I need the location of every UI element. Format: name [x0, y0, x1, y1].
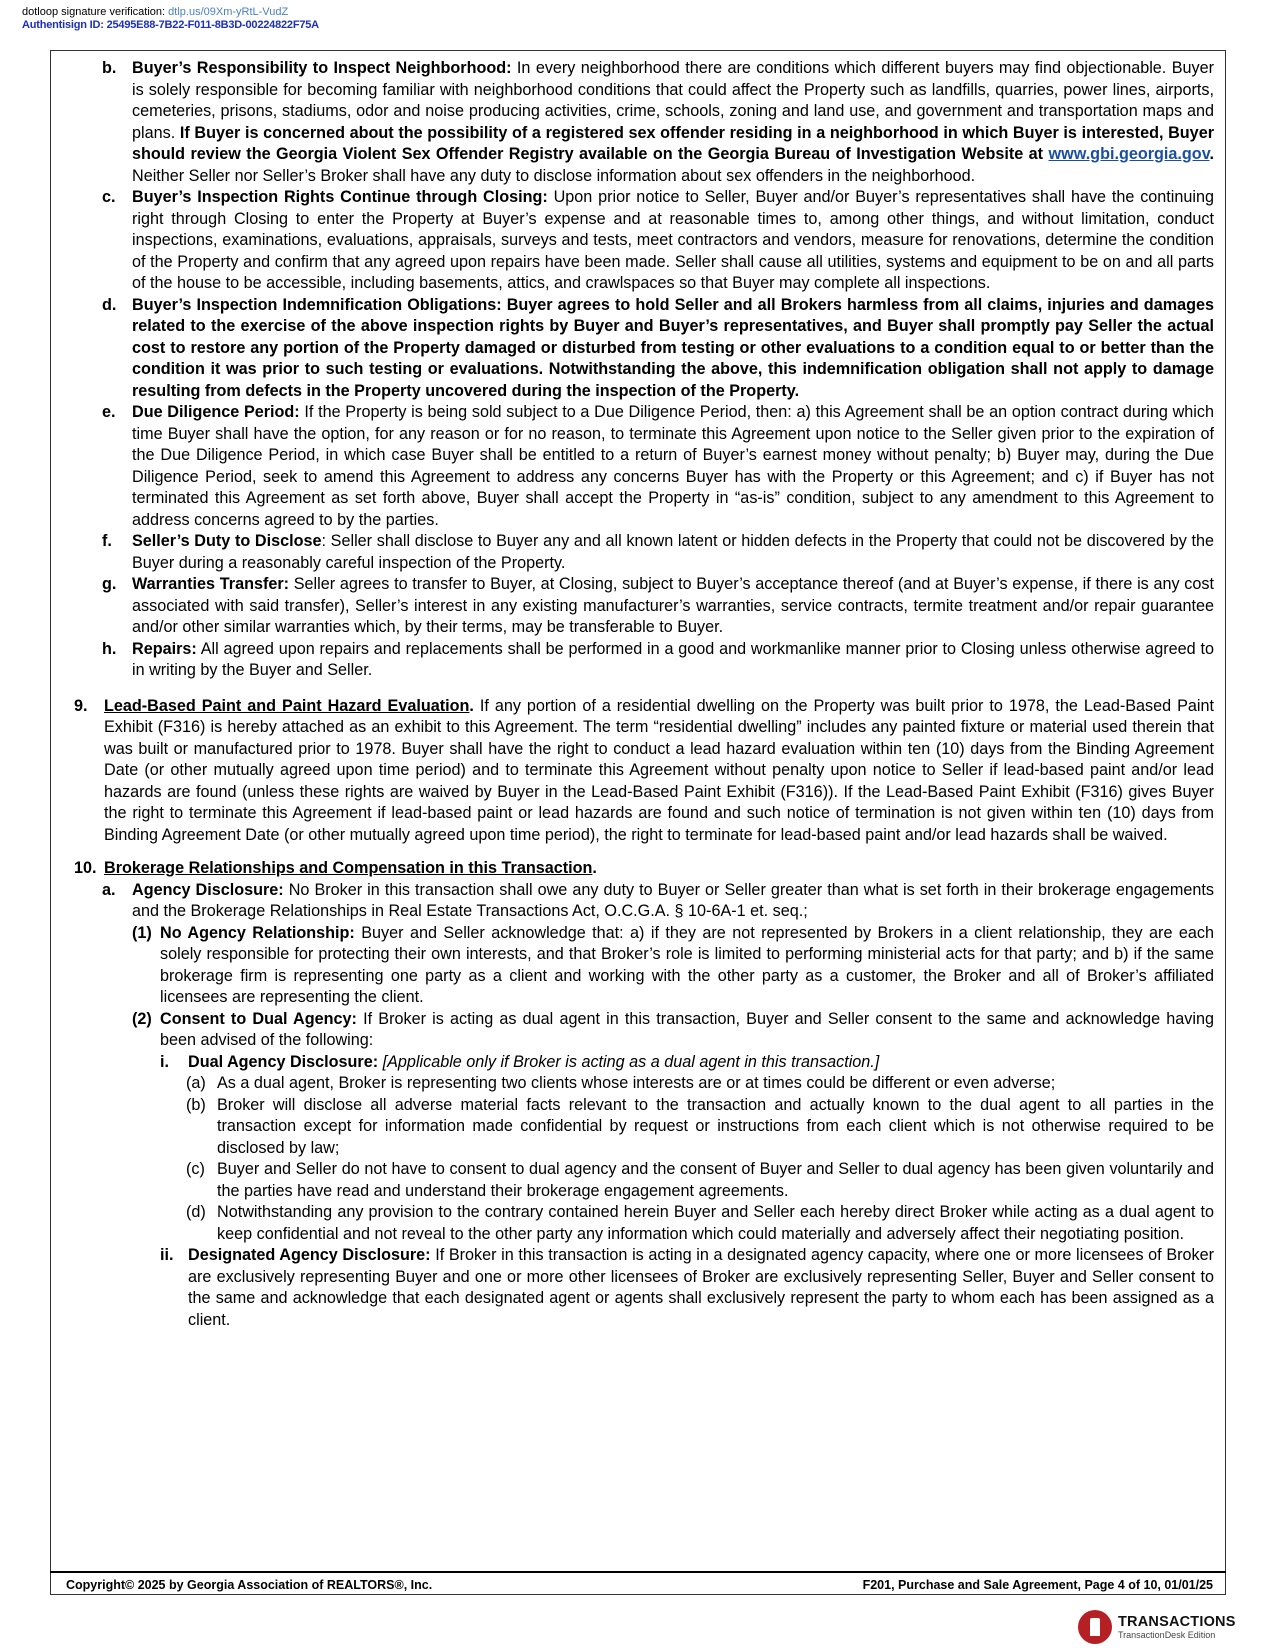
section-8h	[74, 639, 1214, 682]
copyright-notice: Copyright© 2025 by Georgia Association of REALTORS®, Inc.	[66, 1578, 433, 1592]
item-text: Buyer and Seller acknowledge that: a) if they are not represented by Brokers in a client relationship, they are each solely responsible for protecting their own interests, and that Broker’s role is limited to performing ministerial acts for that party; and b) if the same brokerage firm is representing one party as a client and working with the other party as a customer, the Broker and all of Broker’s affiliated licensees are representing the client.	[160, 923, 1214, 1006]
item-label: (2)	[132, 1009, 152, 1028]
section-10a-2	[74, 1009, 1214, 1052]
section-8g	[74, 574, 1214, 639]
logo-edition: TransactionDesk Edition	[1118, 1629, 1216, 1640]
authentisign-id: Authentisign ID: 25495E88-7B22-F011-8B3D-00224822F75A	[22, 19, 319, 31]
transactions-logo-icon	[1078, 1610, 1112, 1644]
section-10a-1	[74, 923, 1214, 1009]
dual-item-label: (b)	[186, 1095, 206, 1114]
item-text: Buyer agrees to hold Seller and all Brokers harmless from all claims, injuries and damages related to the exercise of the above inspection rights by Buyer and Buyer’s representatives, and Buyer shall promptly pay Seller the actual cost to restore any portion of the Property damaged or disturbed from testing or other evaluations to a condition equal to or better than the condition it was prior to such testing or evaluations. Notwithstanding the above, this indemnification obligation shall not apply to damage resulting from defects in the Property uncovered during the inspection of the Property.	[132, 295, 1214, 400]
item-label: (1)	[132, 923, 152, 942]
dual-item-text: As a dual agent, Broker is representing two clients whose interests are or at times could be different or even adverse;	[217, 1074, 1056, 1092]
footer-divider	[50, 1571, 1226, 1573]
section-8f	[74, 531, 1214, 574]
dual-item-text: Broker will disclose all adverse material facts relevant to the transaction and actually known to the dual agent to all parties in the transaction except for information made confidential by request or instructions from each client which is not otherwise required to be disclosed by law;	[217, 1095, 1214, 1157]
dual-item	[74, 1159, 1214, 1202]
logo-name: TRANSACTIONS	[1118, 1613, 1236, 1630]
period: .	[469, 696, 474, 715]
item-bold-text: If Buyer is concerned about the possibility of a registered sex offender residing in a neighborhood in which Buyer is interested, Buyer should review the Georgia Violent Sex Offender Registry available on the Georgia Bureau of Investigation Website at	[132, 123, 1214, 163]
item-label: h.	[102, 639, 117, 658]
dual-item	[74, 1202, 1214, 1245]
dual-item-text: Buyer and Seller do not have to consent to dual agency and the consent of Buyer and Seller to dual agency has been given voluntarily and the parties have read and understand their brokerage engagement agreements.	[217, 1160, 1214, 1200]
dual-item-label: (c)	[186, 1160, 205, 1178]
dual-item-label: (d)	[186, 1203, 206, 1221]
item-italic-note: [Applicable only if Broker is acting as a dual agent in this transaction.]	[382, 1052, 880, 1071]
item-label: b.	[102, 59, 117, 77]
dual-item-label: (a)	[186, 1074, 206, 1092]
item-text: If Broker in this transaction is acting in a designated agency capacity, where one or more licensees of Broker are exclusively representing Buyer and one or more other licensees of Broker are exclusively representing Seller, Buyer and Seller consent to the same and acknowledge that each designated agent or agents shall exclusively represent the party to whom each has been assigned as a client.	[188, 1246, 1214, 1329]
dual-item	[74, 1095, 1214, 1160]
transactions-logo	[1078, 1610, 1236, 1644]
item-text: Seller agrees to transfer to Buyer, at Closing, subject to Buyer’s acceptance thereof (and at Buyer’s expense, if there is any cost associated with said transfer), Seller’s interest in any existing manufacturer’s warranties, service contracts, termite treatment and/or repair guarantee and/or other similar warranties which, by their terms, may be transferable to Buyer.	[132, 575, 1214, 636]
form-reference: F201, Purchase and Sale Agreement, Page 4 of 10, 01/01/25	[862, 1578, 1213, 1592]
item-label: d.	[102, 295, 117, 314]
item-label: f.	[102, 532, 112, 550]
item-text: All agreed upon repairs and replacements shall be performed in a good and workmanlike manner prior to Closing unless otherwise agreed to in writing by the Buyer and Seller.	[132, 639, 1214, 679]
logo-text	[1118, 1615, 1236, 1640]
item-label: i.	[160, 1052, 169, 1071]
item-title: Buyer’s Inspection Rights Continue through Closing:	[132, 188, 548, 206]
item-label: g.	[102, 575, 117, 593]
section-title: Lead-Based Paint and Paint Hazard Evaluation	[104, 696, 470, 715]
item-label: e.	[102, 403, 116, 421]
item-title: Seller’s Duty to Disclose	[132, 532, 322, 550]
item-title: Due Diligence Period:	[132, 403, 300, 421]
verification-link[interactable]: dtlp.us/09Xm-yRtL-VudZ	[168, 6, 289, 18]
item-text: : Seller shall disclose to Buyer any and all known latent or hidden defects in the Property that could not be discovered by the Buyer during a reasonably careful inspection of the Property.	[132, 532, 1214, 572]
dual-agency-disclosure	[74, 1052, 1214, 1074]
item-text: Upon prior notice to Seller, Buyer and/or Buyer’s representatives shall have the continuing right through Closing to enter the Property at Buyer’s expense and at reasonable times to, among other things, and without limitation, conduct inspections, examinations, evaluations, appraisals, surveys and tests, meet contractors and vendors, measure for renovations, determine the condition of the Property and confirm that any agreed upon repairs have been made. Seller shall cause all utilities, systems and equipment to be on and all parts of the house to be accessible, including basements, attics, and crawlspaces so that Buyer may complete all inspections.	[132, 188, 1214, 292]
gbi-website-link[interactable]: www.gbi.georgia.gov	[1048, 145, 1210, 163]
item-text: No Broker in this transaction shall owe any duty to Buyer or Seller greater than what is set forth in their brokerage engagements and the Brokerage Relationships in Real Estate Transactions Act, O.C.G.A. § 10-6A-1 et. seq.;	[132, 880, 1214, 920]
item-text: If the Property is being sold subject to a Due Diligence Period, then: a) this Agreement shall be an option contract during which time Buyer shall have the option, for any reason or for no reason, to terminate this Agreement upon notice to the Seller given prior to the expiration of the Due Diligence Period, in which case Buyer shall be entitled to a return of Buyer’s earnest money without penalty; b) Buyer may, during the Due Diligence Period, seek to amend this Agreement to address any concerns Buyer has with the Property or this Agreement; and c) if Buyer has not terminated this Agreement as set forth above, Buyer shall accept the Property in “as-is” condition, subject to any amendment to this Agreement to address concerns agreed to by the parties.	[132, 403, 1214, 529]
section-title: Brokerage Relationships and Compensation in this Transaction	[104, 859, 593, 877]
section-number: 9.	[74, 696, 88, 715]
section-8c	[74, 187, 1214, 295]
item-title: Dual Agency Disclosure:	[188, 1052, 379, 1071]
section-9	[74, 696, 1214, 847]
section-10	[74, 858, 1214, 880]
period: .	[1209, 145, 1214, 163]
section-8d	[74, 295, 1214, 403]
item-title: Agency Disclosure:	[132, 880, 284, 899]
item-label: c.	[102, 188, 116, 206]
dual-item-text: Notwithstanding any provision to the contrary contained herein Buyer and Seller each hereby direct Broker while acting as a dual agent to keep confidential and not reveal to the other party any information which could materially and adversely affect their negotiating position.	[217, 1203, 1214, 1243]
document-body	[74, 58, 1214, 1331]
designated-agency-disclosure	[74, 1245, 1214, 1331]
period: .	[592, 859, 597, 877]
item-title: Designated Agency Disclosure:	[188, 1246, 431, 1264]
item-text: In every neighborhood there are conditions which different buyers may find objectionable. Buyer is solely responsible for becoming familiar with neighborhood conditions that could affect the Property such as landfills, quarries, power lines, airports, cemeteries, prisons, stadiums, odor and noise producing activities, crime, schools, zoning and land use, and government and transportation maps and plans.	[132, 59, 1214, 142]
signature-verification	[22, 6, 288, 18]
item-title: Repairs:	[132, 639, 197, 658]
item-text-2: Neither Seller nor Seller’s Broker shall have any duty to disclose information about sex offenders in the neighborhood.	[132, 166, 976, 185]
section-number: 10.	[74, 859, 97, 877]
item-title: Consent to Dual Agency:	[160, 1009, 357, 1028]
item-title: Warranties Transfer:	[132, 575, 290, 593]
section-8e	[74, 402, 1214, 531]
item-label: a.	[102, 880, 116, 899]
section-8b	[74, 58, 1214, 187]
dual-item	[74, 1073, 1214, 1095]
item-text: If Broker is acting as dual agent in this transaction, Buyer and Seller consent to the same and acknowledge having been advised of the following:	[160, 1009, 1214, 1049]
item-title: No Agency Relationship:	[160, 923, 355, 942]
section-10a	[74, 880, 1214, 923]
item-title: Buyer’s Inspection Indemnification Obligations:	[132, 295, 502, 314]
section-text: If any portion of a residential dwelling on the Property was built prior to 1978, the Lead-Based Paint Exhibit (F316) is hereby attached as an exhibit to this Agreement. The term “residential dwelling” includes any painted fixture or material used therein that was built or manufactured prior to 1978. Buyer shall have the right to conduct a lead hazard evaluation within ten (10) days from the Binding Agreement Date (or other mutually agreed upon time period) and to terminate this Agreement without penalty upon notice to Seller if lead-based paint and/or lead hazards are found (unless these rights are waived by Buyer in the Lead-Based Paint Exhibit (F316)). If the Lead-Based Paint Exhibit (F316) gives Buyer the right to terminate this Agreement if lead-based paint or lead hazards are found and such notice of termination is not given within ten (10) days from Binding Agreement Date (or other mutually agreed upon time period), the right to terminate for lead-based paint and/or lead hazards shall be waived.	[104, 696, 1215, 844]
item-title: Buyer’s Responsibility to Inspect Neighborhood:	[132, 59, 512, 77]
item-label: ii.	[160, 1246, 174, 1264]
verification-label: dotloop signature verification:	[22, 6, 166, 18]
